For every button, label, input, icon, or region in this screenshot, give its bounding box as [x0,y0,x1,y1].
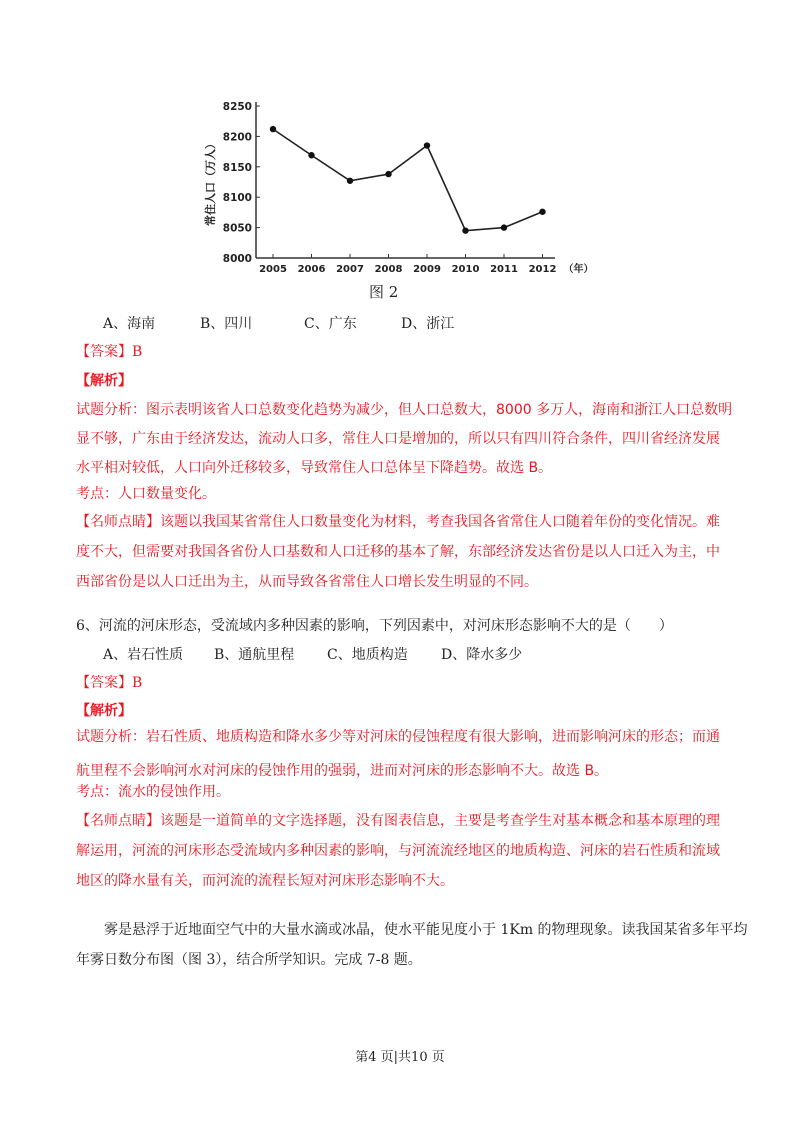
x-tick-label: 2005 [259,264,287,275]
q6-analysis-heading: 【解析】 [76,703,132,719]
q6-tips-line: 解运用，河流的河床形态受流域内多种因素的影响，与河流流经地区的地质构造、河床的岩石性质和流域 [76,843,720,859]
q6-option-a: A、岩石性质 [103,647,184,663]
x-axis-unit: （年） [563,264,594,275]
x-ticks [259,254,556,275]
x-tick-label: 2007 [336,264,364,275]
q6-analysis-line: 航里程不会影响河水对河床的侵蚀作用的强弱，进而对河床的形态影响不大。故选 B。 [76,763,609,779]
y-tick-label: 8150 [222,161,252,174]
q5-answer: 【答案】B [76,344,143,360]
intro-line: 雾是悬浮于近地面空气中的大量水滴或冰晶，使水平能见度小于 1Km 的物理现象。读我国某省多年平均 [104,922,748,938]
data-point [501,224,507,230]
data-point [270,126,276,132]
q6-option-c: C、地质构造 [327,647,408,663]
x-tick-label: 2008 [374,264,403,275]
x-tick-label: 2012 [528,264,557,275]
q5-option-c: C、广东 [304,316,357,332]
y-tick-label: 8100 [222,192,252,205]
q6-options [103,645,522,665]
q6-analysis [76,720,720,788]
q5-tips-line: 西部省份是以人口迁出为主，从而导致各省常住人口增长发生明显的不同。 [76,574,538,590]
q5-option-b: B、四川 [200,316,253,332]
q6-tips-line: 【名师点睛】该题是一道简单的文字选择题，没有图表信息，主要是考查学生对基本概念和基本原理的理 [76,813,720,829]
q5-analysis-heading: 【解析】 [76,373,132,389]
x-tick-label: 2011 [490,264,518,275]
y-axis-label: 常住人口（万人） [204,138,217,226]
q7-8-intro [76,915,748,975]
q5-option-d: D、浙江 [401,316,455,332]
population-line-chart [200,88,610,278]
q5-tips-line: 度不大，但需要对我国各省份人口基数和人口迁移的基本了解，东部经济发达省份是以人口迁入为主，中 [76,544,720,560]
series-points [270,126,546,234]
page-footer: 第4 页|共10 页 [355,1050,445,1065]
q6-tips [76,806,720,896]
intro-line: 年雾日数分布图（图 3），结合所学知识。完成 7-8 题。 [76,952,422,968]
q5-kaodian: 考点：人口数量变化。 [76,486,216,502]
x-tick-label: 2009 [413,264,441,275]
data-point [462,227,468,233]
q6-kaodian: 考点：流水的侵蚀作用。 [76,784,230,800]
x-tick-label: 2006 [297,264,326,275]
data-point [424,142,430,148]
y-tick-label: 8250 [222,101,252,113]
y-ticks [223,101,260,265]
q5-option-a: A、海南 [103,316,156,332]
q6-answer: 【答案】B [76,675,143,691]
q5-analysis-line: 水平相对较低，人口向外迁移较多，导致常住人口总体呈下降趋势。故选 B。 [76,460,553,476]
q6-option-b: B、通航里程 [214,647,295,663]
q5-options [103,314,454,334]
q6-question: 6、河流的河床形态，受流域内多种因素的影响，下列因素中，对河床形态影响不大的是（ ） [76,618,673,634]
q5-analysis-line: 试题分析：图示表明该省人口总数变化趋势为减少，但人口总数大，8000 多万人，海南和浙江人口总数明 [76,402,733,418]
chart-axes [256,102,555,258]
y-tick-label: 8050 [222,222,252,235]
q5-tips-line: 【名师点睛】该题以我国某省常住人口数量变化为材料，考查我国各省常住人口随着年份的变化情况。难 [76,514,720,530]
y-tick-label: 8200 [222,131,252,144]
x-tick-label: 2010 [451,264,480,275]
q5-tips [76,507,720,597]
q5-analysis [76,396,732,483]
data-point [308,152,314,158]
data-point [539,209,545,215]
q6-tips-line: 地区的降水量有关，而河流的流程长短对河床形态影响不大。 [76,873,454,889]
data-point [385,171,391,177]
figure-caption: 图 2 [369,283,399,301]
series-line [273,129,543,231]
q6-option-d: D、降水多少 [441,647,523,663]
y-tick-label: 8000 [222,253,252,265]
data-point [347,178,353,184]
q5-analysis-line: 显不够，广东由于经济发达，流动人口多，常住人口是增加的，所以只有四川符合条件，四川省经济发展 [76,431,720,447]
q6-analysis-line: 试题分析：岩石性质、地质构造和降水多少等对河床的侵蚀程度有很大影响，进而影响河床的形态；而通 [76,729,720,745]
